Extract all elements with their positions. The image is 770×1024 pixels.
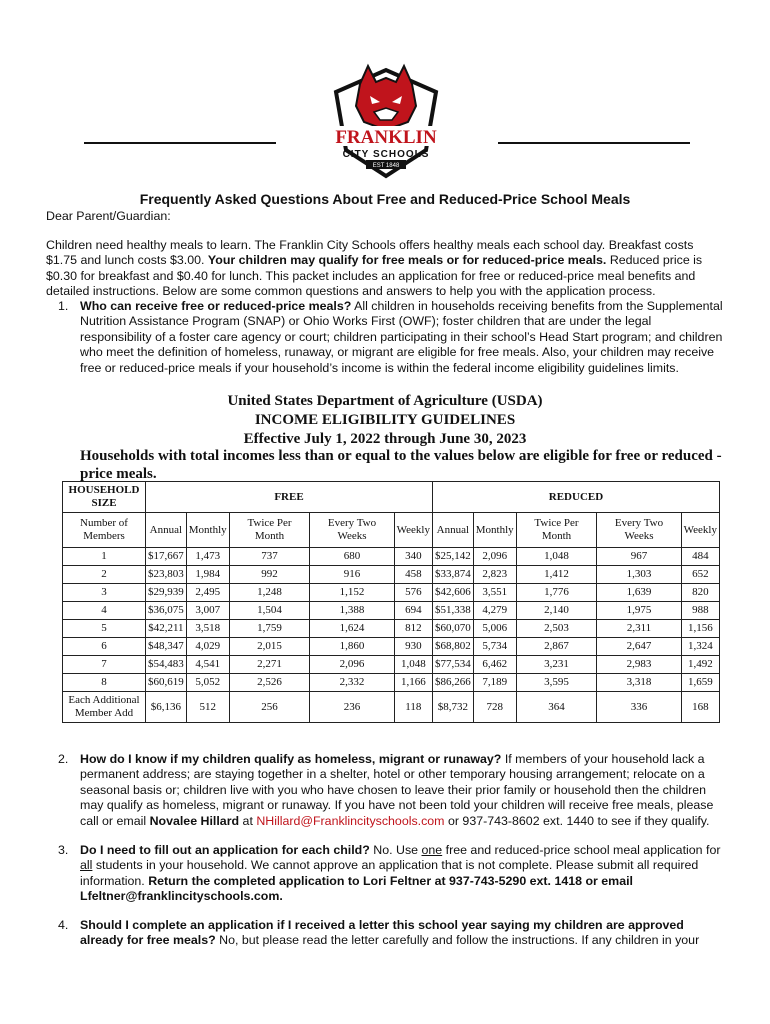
intro-paragraph	[46, 238, 726, 300]
table-cell: $17,667	[146, 548, 187, 566]
table-cell: 2,983	[597, 656, 681, 674]
svg-text:EST 1848: EST 1848	[372, 163, 400, 169]
table-cell: 2,823	[473, 566, 516, 584]
free-monthly-header: Monthly	[186, 513, 229, 548]
q1-number: 1.	[58, 299, 69, 313]
table-row	[63, 656, 720, 674]
table-cell: $36,075	[146, 602, 187, 620]
table-cell: 1,048	[394, 656, 432, 674]
table-cell: 5,052	[186, 674, 229, 692]
table-cell: 1,324	[681, 638, 719, 656]
svg-text:CITY SCHOOLS: CITY SCHOOLS	[342, 149, 430, 160]
table-cell: $25,142	[432, 548, 473, 566]
table-cell: 988	[681, 602, 719, 620]
table-cell: 812	[394, 620, 432, 638]
table-cell: 2	[63, 566, 146, 584]
table-cell: 4,541	[186, 656, 229, 674]
table-cell: 2,495	[186, 584, 229, 602]
q3-answer	[80, 843, 726, 905]
table-cell: 5	[63, 620, 146, 638]
reduced-every-two-header: Every Two Weeks	[597, 513, 681, 548]
right-rule	[498, 142, 690, 144]
table-cell: 1,659	[681, 674, 719, 692]
table-cell: 3,518	[186, 620, 229, 638]
table-cell: 3,007	[186, 602, 229, 620]
table-cell: 820	[681, 584, 719, 602]
table-cell: 1,776	[516, 584, 597, 602]
table-cell: 1,152	[310, 584, 394, 602]
q4-question: Should I complete an application if I received a letter this school year saying my children are approved already for free meals?	[80, 918, 684, 948]
table-cell: 1,860	[310, 638, 394, 656]
q3-all: all	[80, 858, 93, 873]
table-row	[63, 620, 720, 638]
usda-heading: United States Department of Agriculture (USDA)	[227, 393, 543, 409]
table-cell: 1,492	[681, 656, 719, 674]
q2-at: at	[242, 813, 253, 828]
table-header-row	[63, 482, 720, 513]
table-cell: 737	[229, 548, 310, 566]
table-cell: 2,140	[516, 602, 597, 620]
table-cell: 2,867	[516, 638, 597, 656]
q3-return-instructions: Return the completed application to Lori Feltner at 937-743-5290 ext. 1418 or email Lfeltner@franklincityschools.com.	[80, 873, 633, 904]
q2-answer	[80, 752, 726, 829]
table-cell: 8	[63, 674, 146, 692]
q4-answer-text: No, but please read the letter carefully and follow the instructions. If any children in your	[219, 933, 700, 948]
salutation: Dear Parent/Guardian:	[46, 209, 171, 223]
table-cell: $8,732	[432, 692, 473, 723]
free-every-two-header: Every Two Weeks	[310, 513, 394, 548]
effective-dates: Effective July 1, 2022 through June 30, 2023	[243, 431, 527, 447]
table-cell: 1	[63, 548, 146, 566]
table-cell: 4,279	[473, 602, 516, 620]
table-cell: $33,874	[432, 566, 473, 584]
table-row	[63, 548, 720, 566]
q3-question: Do I need to fill out an application for each child?	[80, 843, 370, 857]
intro-text-c: Reduced price is $0.30 for breakfast and $0.40 for lunch. This packet includes an application for free or reduced-price meal benefits and detailed instructions. Below are some common questions and answers to help you with the application process.	[46, 253, 703, 299]
table-cell: 728	[473, 692, 516, 723]
table-cell: $86,266	[432, 674, 473, 692]
table-cell: 5,734	[473, 638, 516, 656]
table-cell: $54,483	[146, 656, 187, 674]
table-cell: 168	[681, 692, 719, 723]
table-cell: 1,639	[597, 584, 681, 602]
table-cell: Each Additional Member Add	[63, 692, 146, 723]
table-cell: 2,096	[473, 548, 516, 566]
table-cell: 652	[681, 566, 719, 584]
table-cell: 930	[394, 638, 432, 656]
q2-tail: or 937-743-8602 ext. 1440 to see if they qualify.	[447, 813, 710, 828]
q4-answer	[80, 918, 726, 949]
q2-answer-text: If members of your household lack a permanent address; are staying together in a shelter, hotel or other temporary housing arrangement; relocate on a seasonal basis or; children live with you who have chosen to leave their prior family or household then the children may qualify as homeless, migrant or runaway. If you have not been told your children will receive free meals, please call or email	[80, 752, 714, 828]
q3-text-1: No. Use	[373, 843, 419, 857]
table-cell: 1,975	[597, 602, 681, 620]
q4-number: 4.	[58, 918, 69, 932]
reduced-header: REDUCED	[432, 482, 719, 513]
table-cell: 5,006	[473, 620, 516, 638]
reduced-twice-header: Twice Per Month	[516, 513, 597, 548]
table-cell: 118	[394, 692, 432, 723]
table-cell: 1,303	[597, 566, 681, 584]
table-cell: $23,803	[146, 566, 187, 584]
table-cell: 3,595	[516, 674, 597, 692]
table-cell: 1,473	[186, 548, 229, 566]
table-cell: 576	[394, 584, 432, 602]
table-cell: 3,231	[516, 656, 597, 674]
free-weekly-header: Weekly	[394, 513, 432, 548]
q3-number: 3.	[58, 843, 69, 857]
table-cell: 6	[63, 638, 146, 656]
table-cell: 2,311	[597, 620, 681, 638]
table-cell: $42,606	[432, 584, 473, 602]
table-cell: 967	[597, 548, 681, 566]
intro-text-a: Children need healthy meals to learn. The Franklin City Schools offers healthy meals each school day. Breakfast costs $1.75 and lunch costs $3.00.	[46, 238, 694, 268]
table-cell: 1,412	[516, 566, 597, 584]
table-cell: 3	[63, 584, 146, 602]
svg-text:FRANKLIN: FRANKLIN	[335, 127, 437, 148]
table-row	[63, 638, 720, 656]
table-cell: 3,318	[597, 674, 681, 692]
franklin-wildcat-logo	[316, 62, 456, 180]
table-cell: 256	[229, 692, 310, 723]
table-cell: 2,647	[597, 638, 681, 656]
intro-text-b: Your children may qualify for free meals or for reduced-price meals.	[207, 253, 607, 268]
column-header-row	[63, 513, 720, 548]
table-cell: $51,338	[432, 602, 473, 620]
q2-number: 2.	[58, 752, 69, 766]
members-header: Number of Members	[63, 513, 146, 548]
table-cell: 1,156	[681, 620, 719, 638]
q3-one: one	[421, 843, 443, 857]
q1-question: Who can receive free or reduced-price meals?	[80, 299, 352, 313]
table-row	[63, 566, 720, 584]
table-cell: 336	[597, 692, 681, 723]
table-cell: 340	[394, 548, 432, 566]
table-cell: 3,551	[473, 584, 516, 602]
table-cell: 7,189	[473, 674, 516, 692]
table-cell: $60,619	[146, 674, 187, 692]
table-cell: 484	[681, 548, 719, 566]
table-cell: $29,939	[146, 584, 187, 602]
table-cell: 4	[63, 602, 146, 620]
free-twice-header: Twice Per Month	[229, 513, 310, 548]
table-row	[63, 602, 720, 620]
table-cell: $77,534	[432, 656, 473, 674]
table-cell: 1,759	[229, 620, 310, 638]
table-cell: 1,248	[229, 584, 310, 602]
table-cell: 512	[186, 692, 229, 723]
table-cell: 2,332	[310, 674, 394, 692]
table-cell: $68,802	[432, 638, 473, 656]
table-cell: 1,048	[516, 548, 597, 566]
q3-text-2: free and reduced-price school meal application for	[445, 843, 721, 857]
page-title: Frequently Asked Questions About Free and Reduced-Price School Meals	[139, 191, 631, 207]
reduced-monthly-header: Monthly	[473, 513, 516, 548]
left-rule	[84, 142, 276, 144]
q2-email-link[interactable]: NHillard@Franklincityschools.com	[256, 813, 445, 828]
income-eligibility-table	[62, 481, 720, 723]
table-cell: $6,136	[146, 692, 187, 723]
households-note: Households with total incomes less than or equal to the values below are eligible for free or reduced -price meals.	[80, 448, 722, 482]
table-cell: 1,624	[310, 620, 394, 638]
table-cell: 1,388	[310, 602, 394, 620]
table-cell: $48,347	[146, 638, 187, 656]
table-cell: 680	[310, 548, 394, 566]
household-size-header: HOUSEHOLD SIZE	[63, 482, 146, 513]
table-cell: 364	[516, 692, 597, 723]
table-cell: 1,166	[394, 674, 432, 692]
table-cell: 992	[229, 566, 310, 584]
table-cell: 2,526	[229, 674, 310, 692]
free-header: FREE	[146, 482, 433, 513]
table-cell: 1,984	[186, 566, 229, 584]
q2-question: How do I know if my children qualify as homeless, migrant or runaway?	[80, 752, 502, 766]
table-cell: 916	[310, 566, 394, 584]
table-cell: 1,504	[229, 602, 310, 620]
table-cell: 694	[394, 602, 432, 620]
reduced-annual-header: Annual	[432, 513, 473, 548]
reduced-weekly-header: Weekly	[681, 513, 719, 548]
q3-text-3: students in your household. We cannot approve an application that is not complete. Please submit all required information.	[80, 858, 699, 888]
table-cell: 6,462	[473, 656, 516, 674]
table-cell: 2,503	[516, 620, 597, 638]
table-cell: 2,015	[229, 638, 310, 656]
table-cell: 458	[394, 566, 432, 584]
q1-answer	[80, 299, 726, 376]
table-cell: 4,029	[186, 638, 229, 656]
table-cell: 236	[310, 692, 394, 723]
table-row-additional-member	[63, 692, 720, 723]
table-cell: 2,096	[310, 656, 394, 674]
free-annual-header: Annual	[146, 513, 187, 548]
q2-contact-name: Novalee Hillard	[149, 813, 240, 828]
table-row	[63, 584, 720, 602]
table-cell: 2,271	[229, 656, 310, 674]
table-cell: $60,070	[432, 620, 473, 638]
q1-answer-text: All children in households receiving benefits from the Supplemental Nutrition Assistance Program (SNAP) or Ohio Works First (OWF); foster children that are under the legal responsibility of a foster care agency or court; children participating in their school’s Head Start program; and children who meet the definition of homeless, runaway, or migrant are eligible for free meals. Also, your children may receive free or reduced-price meals if your household’s income is within the federal income eligibility guidelines limits.	[80, 299, 723, 375]
table-cell: 7	[63, 656, 146, 674]
guidelines-heading: INCOME ELIGIBILITY GUIDELINES	[254, 412, 516, 428]
table-row	[63, 674, 720, 692]
table-cell: $42,211	[146, 620, 187, 638]
